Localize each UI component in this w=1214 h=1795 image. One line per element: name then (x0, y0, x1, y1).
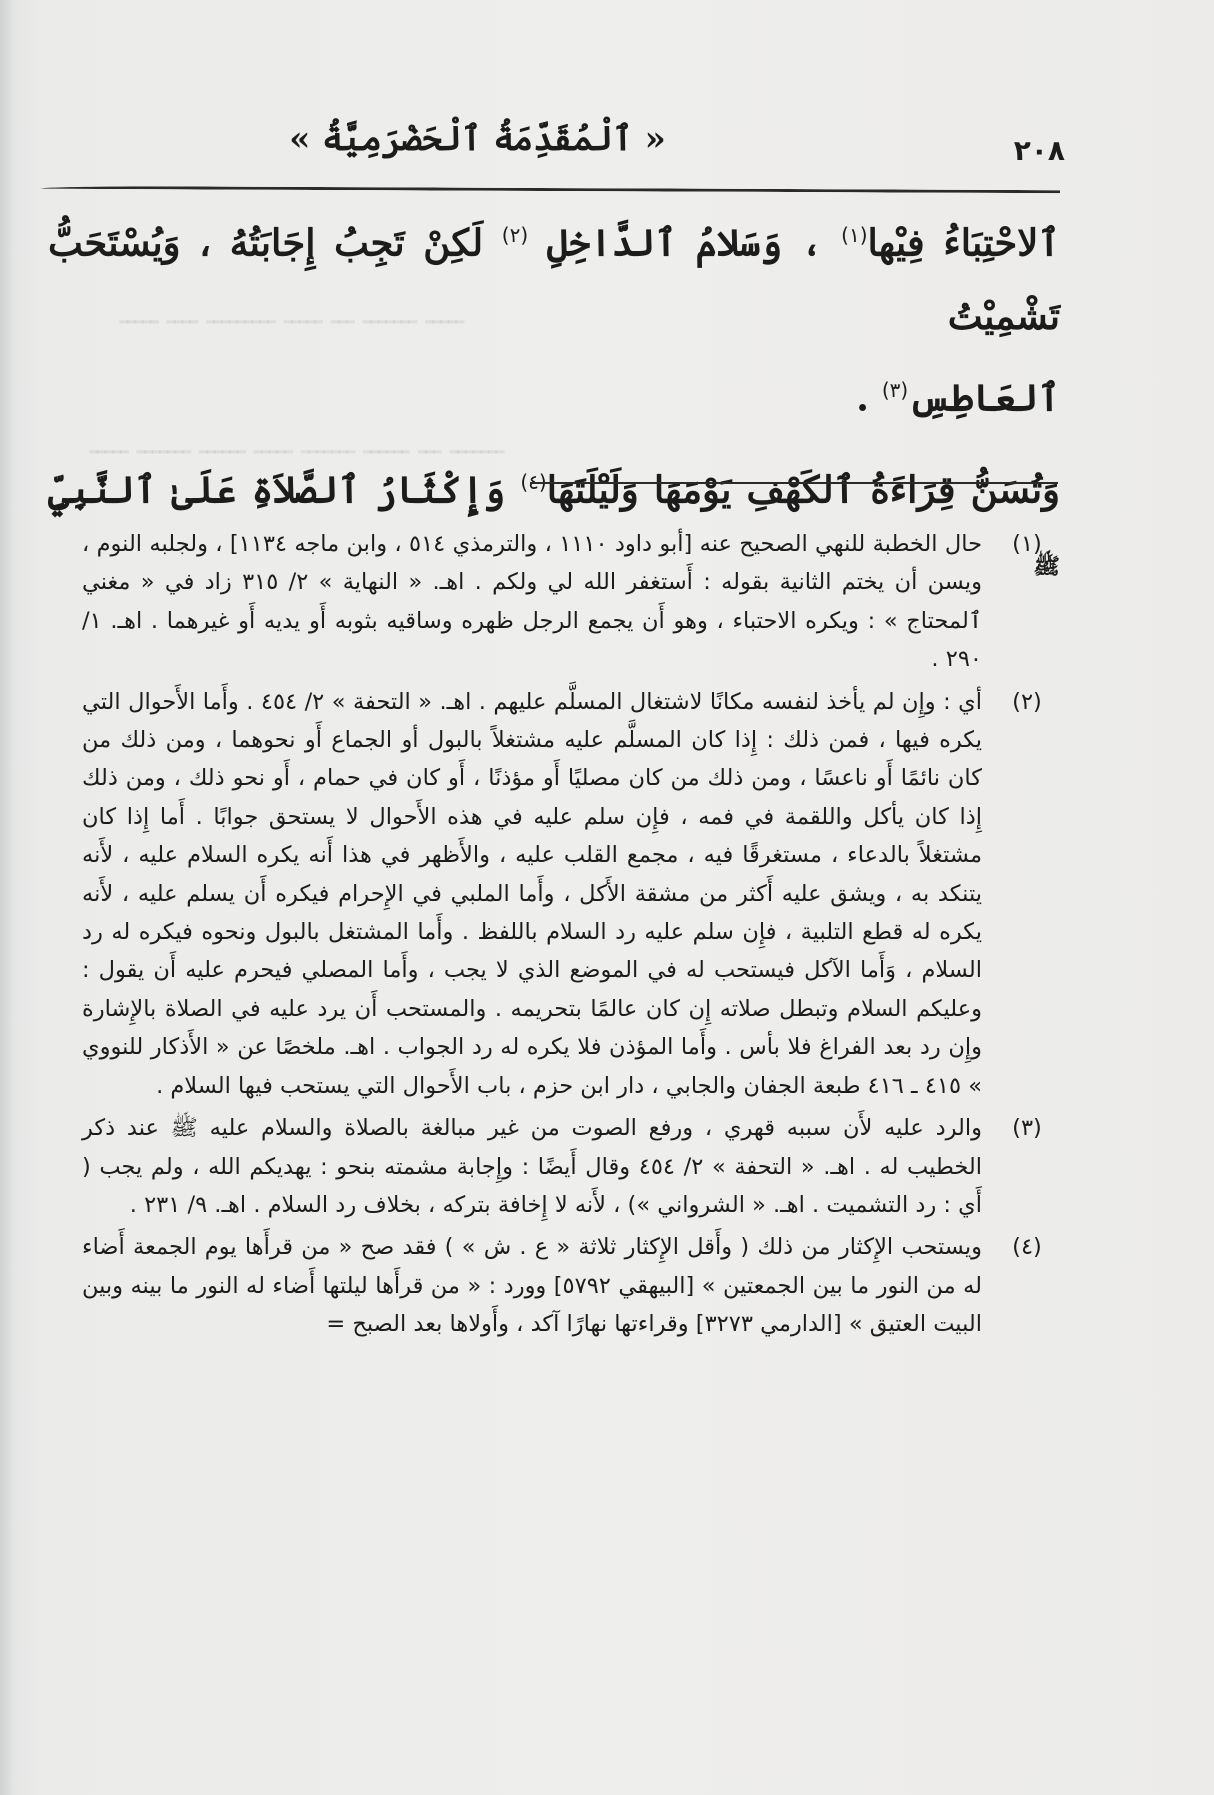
footnote-ref-1[interactable]: (١) (841, 223, 868, 247)
footnote-item (82, 1109, 1062, 1224)
footnote-divider (530, 482, 1058, 484)
main-text-segment: وَإِكْثَارُ ٱلصَّلاَةِ عَلَىٰ ٱلنَّبِيِّ (48, 466, 521, 511)
book-title: « ٱلْمُقَدِّمَةُ ٱلْحَضْرَمِيَّةُ » (289, 119, 666, 159)
footnote-number: (١) (1012, 531, 1042, 557)
footnote-ref-3[interactable]: (٣) (881, 378, 909, 403)
footnote-ref-4[interactable]: (٤) (520, 469, 547, 494)
footnote-text: والرد عليه لأَن سببه قهري ، ورفع الصوت من غير مبالغة بالصلاة والسلام عليه ﷺ عند ذكر الخطيب له . اهـ. « التحفة » ٢/ ٤٥٤ وقال أَيضًا : وإِجابة مشمته بنحو : يهديكم الله ، ولم يجب ( أَي : رد التشميت . اهـ. « الشرواني ») ، لأَنه لا إِخافة بتركه ، بخلاف رد السلام . اهـ. ٩/ ٢٣١ . (82, 1115, 982, 1218)
footnote-ref-2[interactable]: (٢) (501, 223, 529, 247)
salawat-ligature-icon: ﷺ (1033, 553, 1060, 580)
main-text-segment: ٱلعَاطِسِ (908, 375, 1060, 420)
page-number: ٢٠٨ (1013, 134, 1065, 167)
main-text-line (48, 353, 1060, 434)
show-through-text: ـــــ ـــــــ ـــ ـــــ ـــــــــ ــــ ـــــ (120, 300, 464, 330)
show-through-text: ـــــــ ـــ ــــــ ـــــــ ـــــ ــــــ ـــــــ ـــــ (90, 430, 504, 460)
footnote-text: حال الخطبة للنهي الصحيح عنه [أبو داود ١١١٠ ، والترمذي ٥١٤ ، وابن ماجه ١١٣٤] ، ولجلبه النوم ، ويسن أن يختم الثانية بقوله : أَستغفر الله لي ولكم . اهـ. « النهاية » ٢/ ٣١٥ زاد في « مغني ٱلمحتاج » : ويكره الاحتباء ، وهو أَن يجمع الرجل ظهره وساقيه بثوبه أَو يديه أَو غيرهما . اهـ. ١/ ٢٩٠ . (82, 531, 983, 673)
main-text-segment: . (856, 375, 882, 420)
footnote-number: (٢) (1012, 688, 1042, 715)
main-text-segment: ٱلاحْتِبَاءُ فِيْها (867, 220, 1060, 265)
footnote-item (82, 1228, 1062, 1343)
main-text-segment: وَتُسَنُّ قِرَاءَةُ ٱلكَهْفِ يَوْمَهَا وَلَيْلَتَهَا (546, 466, 1060, 511)
footnote-number: (٤) (1012, 1234, 1042, 1261)
main-text-line (48, 198, 1060, 353)
footnote-number: (٣) (1012, 1115, 1042, 1142)
running-head (40, 118, 1065, 178)
footnote-text: ويستحب الإِكثار من ذلك ( وأَقل الإِكثار ثلاثة « ع . ش » ) فقد صح « من قرأَها يوم الجمعة أَضاء له من النور ما بين الجمعتين » [البيهقي ٥٧٩٢] وورد : « من قرأَها ليلتها أَضاء له النور ما بينه وبين البيت العتيق » [الدارمي ٣٢٧٣] وقراءتها نهارًا آكد ، وأَولاها بعد الصبح = (82, 1234, 982, 1338)
main-text-segment: لَكِنْ تَجِبُ إِجَابَتُهُ ، وَيُسْتَحَبُّ تَشْمِيْتُ (48, 220, 1060, 339)
footnotes (82, 525, 1062, 1348)
header-divider (40, 186, 1060, 193)
footnote-item (82, 683, 1062, 1105)
footnote-text: أي : وإِن لم يأخذ لنفسه مكانًا لاشتغال المسلَّم عليهم . اهـ. « التحفة » ٢/ ٤٥٤ . وأَما الأَحوال التي يكره فيها ، فمن ذلك : إِذا كان المسلَّم عليه مشتغلاً بالبول أو الجماع أَو نحوهما ، ومن ذلك من كان نائمًا أَو ناعسًا ، ومن ذلك من كان مصليًا أَو مؤذنًا ، أَو كان في حمام ، أَو نحو ذلك ، ومن ذلك إِذا كان يأكل واللقمة في فمه ، فإِن سلم عليه في هذه الأَحوال لا يستحق جوابًا . أَما إِذا كان مشتغلاً بالدعاء ، مستغرقًا فيه ، مجمع القلب عليه ، والأَظهر في هذا أَنه يكره السلام عليه ، لأَنه يتنكد به ، ويشق عليه أَكثر من مشقة الأَكل ، وأَما الملبي في الإِحرام فيكره أَن يسلم عليه ، لأَنه يكره له قطع التلبية ، فإِن سلم عليه رد السلام باللفظ . وأَما المشتغل بالبول ونحوه فيكره له رد السلام ، وَأَما الآكل فيستحب له في الموضع الذي لا يجب ، وأَما المصلي فيحرم عليه أَن يقول : وعليكم السلام وتبطل صلاته إِن كان عالمًا بتحريمه . والمستحب أَن يرد عليه في الصلاة بالإِشارة وإِن رد بعد الفراغ فلا بأس . وأَما المؤذن فلا يكره له رد الجواب . اهـ. ملخصًا عن « الأَذكار للنووي » ٤١٥ ـ ٤١٦ طبعة الجفان والجابي ، دار ابن حزم ، باب الأَحوال التي يستحب فيها السلام . (82, 688, 983, 1099)
main-text-segment: ، وَسَلامُ ٱلدَّاخِلِ (528, 220, 842, 265)
footnote-item (82, 525, 1062, 679)
